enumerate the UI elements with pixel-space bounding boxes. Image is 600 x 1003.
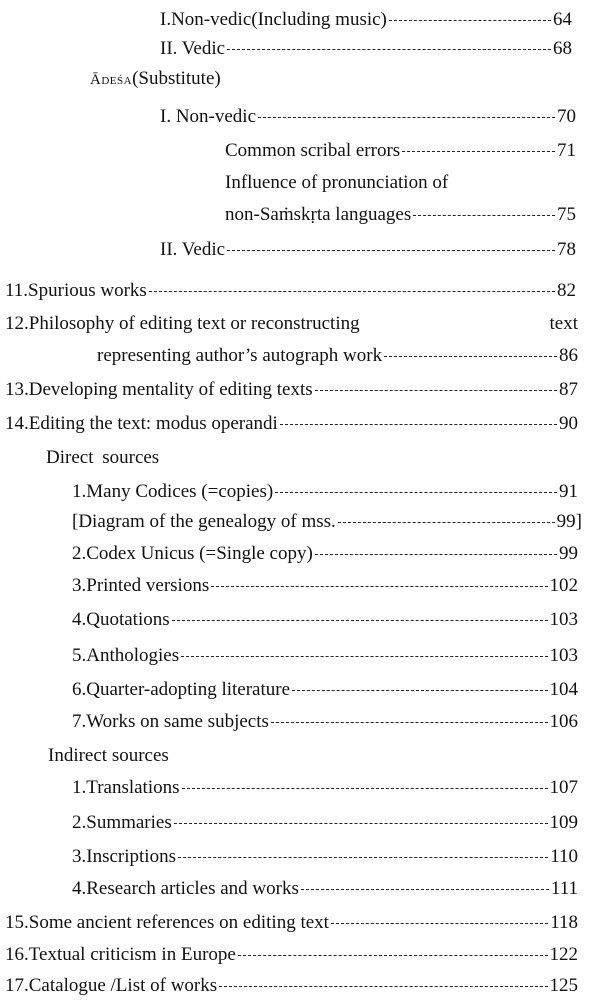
toc-entry: [72, 510, 582, 534]
toc-entry-title: Influence of pronunciation of: [225, 172, 449, 193]
toc-entry: [72, 845, 578, 869]
dot-leader: [211, 586, 547, 587]
toc-entry-title: 4.Quotations: [72, 609, 170, 630]
toc-entry-page: 103: [549, 645, 578, 666]
toc-entry-page: 122: [549, 944, 578, 965]
toc-entry-page: 64: [553, 9, 572, 30]
toc-entry-title: I. Non-vedic: [160, 106, 257, 127]
toc-entry-title: 14.Editing the text: modus operandi: [5, 413, 278, 434]
toc-entry: [72, 678, 578, 702]
toc-entry-title: representing author’s autograph work: [97, 345, 383, 366]
toc-entry-page: 109: [549, 812, 578, 833]
toc-entry-title: 1.Many Codices (=copies): [72, 481, 274, 502]
dot-leader: [172, 620, 548, 621]
toc-entry: [5, 279, 576, 303]
dot-leader: [271, 722, 548, 723]
toc-entry-title: 17.Catalogue /List of works: [5, 975, 218, 996]
toc-entry-page: 90: [559, 413, 578, 434]
toc-entry-page: 86: [559, 345, 578, 366]
dot-leader: [181, 656, 547, 657]
toc-entry: [5, 378, 578, 402]
toc-entry: [72, 542, 578, 566]
toc-entry-page: 111: [550, 878, 578, 899]
toc-entry-title: 2.Codex Unicus (=Single copy): [72, 543, 313, 564]
toc-entry-title: II. Vedic: [160, 239, 226, 260]
dot-leader: [182, 788, 548, 789]
toc-entry-title: 5.Anthologies: [72, 645, 180, 666]
toc-heading-smallcaps: Ādeśa: [90, 72, 133, 88]
dot-leader: [402, 151, 555, 152]
toc-entry-page: 75: [557, 204, 576, 225]
dot-leader: [315, 554, 557, 555]
toc-subheading: [48, 744, 169, 768]
toc-entry-title: 16.Textual criticism in Europe: [5, 944, 236, 965]
dot-leader: [331, 923, 548, 924]
dot-leader: [315, 390, 557, 391]
toc-entry-title: 1.Translations: [72, 777, 180, 798]
toc-subheading: [46, 446, 159, 470]
toc-entry-page: 104: [549, 679, 578, 700]
toc-entry-page: 99: [559, 543, 578, 564]
toc-entry: [72, 811, 578, 835]
toc-entry: [5, 943, 578, 967]
toc-entry-page: 70: [557, 106, 576, 127]
dot-leader: [258, 117, 555, 118]
toc-entry: [160, 238, 576, 262]
toc-entry-page: 91: [559, 481, 578, 502]
toc-entry: [72, 776, 578, 800]
toc-entry: [5, 974, 578, 998]
toc-entry-page: 78: [557, 239, 576, 260]
dot-leader: [174, 823, 548, 824]
toc-entry-page: 71: [557, 140, 576, 161]
toc-entry-title-end: text: [549, 313, 578, 334]
dot-leader: [227, 250, 555, 251]
dot-leader: [384, 356, 557, 357]
toc-entry-page: 68: [553, 38, 572, 59]
toc-entry: [72, 877, 578, 901]
toc-entry-page: 110: [550, 846, 578, 867]
toc-entry-title: [Diagram of the genealogy of mss.: [72, 511, 336, 532]
dot-leader: [219, 986, 547, 987]
toc-entry-title: I.Non-vedic(Including music): [160, 9, 387, 30]
toc-entry: [72, 480, 578, 504]
toc-entry-title: Common scribal errors: [225, 140, 401, 161]
toc-subheading-text: Direct sources: [46, 447, 160, 468]
dot-leader: [149, 291, 555, 292]
dot-leader: [275, 492, 557, 493]
toc-entry-page: 102: [549, 575, 578, 596]
toc-entry-title: 15.Some ancient references on editing text: [5, 912, 329, 933]
toc-entry-page: 82: [557, 280, 576, 301]
dot-leader: [238, 955, 548, 956]
dot-leader: [301, 889, 549, 890]
toc-entry-page: 107: [549, 777, 578, 798]
toc-entry: [5, 312, 578, 336]
dot-leader: [227, 49, 551, 50]
toc-entry: [72, 644, 578, 668]
toc-entry: [72, 608, 578, 632]
toc-entry: [160, 37, 572, 61]
toc-entry: [97, 344, 578, 368]
toc-entry: [225, 203, 576, 227]
toc-entry-title: non-Saṁskṛta languages: [225, 204, 412, 225]
dot-leader: [413, 215, 555, 216]
toc-entry-title: 11.Spurious works: [5, 280, 147, 301]
toc-entry-page: 118: [550, 912, 578, 933]
dot-leader: [292, 690, 547, 691]
toc-entry-page: 87: [559, 379, 578, 400]
toc-entry-title: 4.Research articles and works: [72, 878, 299, 899]
toc-entry-title: 12.Philosophy of editing text or reconstructing: [5, 313, 360, 334]
toc-entry: [160, 105, 576, 129]
toc-entry-page: 99]: [556, 511, 582, 532]
toc-entry: [72, 710, 578, 734]
toc-entry-page: 106: [549, 711, 578, 732]
toc-entry-page: 125: [549, 975, 578, 996]
toc-heading-text: (Substitute): [132, 68, 221, 89]
toc-entry: [72, 574, 578, 598]
toc-entry-title: 3.Printed versions: [72, 575, 210, 596]
toc-entry: [5, 412, 578, 436]
toc-entry: [5, 911, 578, 935]
toc-entry-title: 3.Inscriptions: [72, 846, 176, 867]
dot-leader: [338, 522, 555, 523]
dot-leader: [178, 857, 548, 858]
toc-entry: [225, 171, 448, 195]
toc-entry-title: II. Vedic: [160, 38, 226, 59]
toc-entry: [160, 8, 572, 32]
toc-entry-title: 2.Summaries: [72, 812, 172, 833]
toc-entry-title: 13.Developing mentality of editing texts: [5, 379, 313, 400]
dot-leader: [280, 424, 557, 425]
dot-leader: [389, 20, 551, 21]
toc-entry-page: 103: [549, 609, 578, 630]
toc-entry-title: 7.Works on same subjects: [72, 711, 269, 732]
toc-entry: [225, 139, 576, 163]
toc-heading: [90, 67, 221, 92]
toc-entry-title: 6.Quarter-adopting literature: [72, 679, 291, 700]
toc-subheading-text: Indirect sources: [48, 745, 169, 766]
